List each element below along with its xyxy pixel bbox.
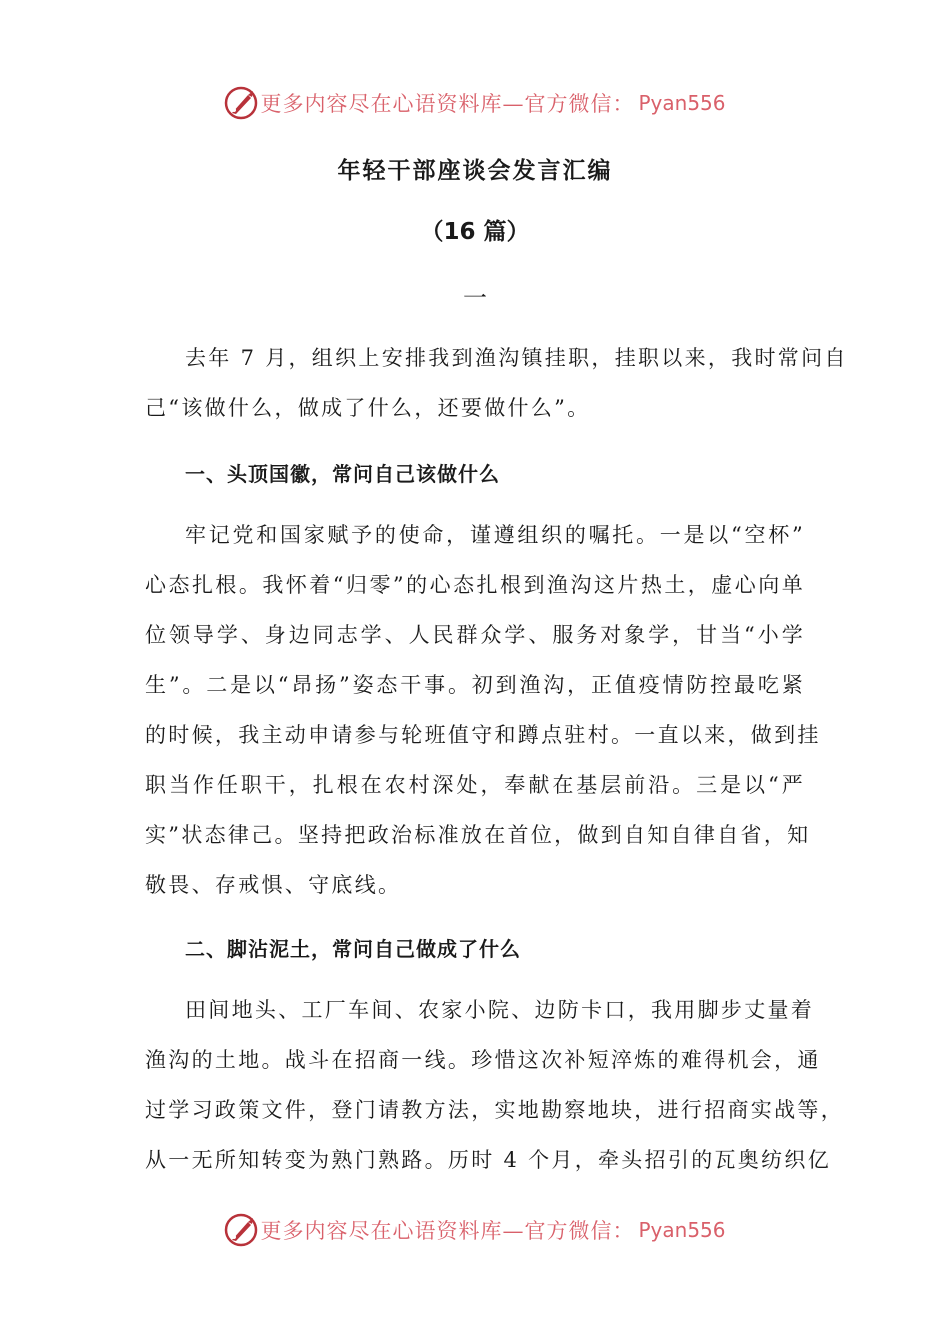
banner-text: 更多内容尽在心语资料库—官方微信：	[260, 92, 635, 116]
paragraph-line: 渔沟的土地。战斗在招商一线。珍惜这次补短淬炼的难得机会，通	[145, 1048, 821, 1072]
wechat-id: Pyan556	[638, 91, 726, 115]
document-title: 年轻干部座谈会发言汇编	[337, 158, 613, 184]
quill-logo-icon	[224, 1213, 258, 1247]
paragraph-line: 位领导学、身边同志学、人民群众学、服务对象学，甘当“小学	[145, 623, 805, 647]
paragraph-line: 从一无所知转变为熟门熟路。历时 4 个月，牵头招引的瓦奥纺织亿	[145, 1148, 832, 1172]
section-heading: 二、脚沾泥土，常问自己做成了什么	[185, 937, 521, 961]
document-subtitle: （16 篇）	[420, 219, 530, 245]
paragraph-line: 生”。二是以“昂扬”姿态干事。初到渔沟，正值疫情防控最吃紧	[145, 673, 805, 697]
footer-banner	[0, 1210, 950, 1250]
section-heading: 一、头顶国徽，常问自己该做什么	[185, 462, 500, 486]
paragraph-line: 心态扎根。我怀着“归零”的心态扎根到渔沟这片热土，虚心向单	[145, 573, 805, 597]
paragraph-line: 牢记党和国家赋予的使命，谨遵组织的嘱托。一是以“空杯”	[185, 523, 805, 547]
intro-line: 己“该做什么，做成了什么，还要做什么”。	[145, 396, 591, 420]
paragraph-line: 实”状态律己。坚持把政治标准放在首位，做到自知自律自省，知	[145, 823, 811, 847]
paragraph-line: 职当作任职干，扎根在农村深处，奉献在基层前沿。三是以“严	[145, 773, 805, 797]
intro-line: 去年 7 月，组织上安排我到渔沟镇挂职，挂职以来，我时常问自	[185, 346, 848, 370]
paragraph-line: 敬畏、存戒惧、守底线。	[145, 873, 402, 897]
quill-logo-icon	[224, 86, 258, 120]
paragraph-line: 过学习政策文件，登门请教方法，实地勘察地块，进行招商实战等，	[145, 1098, 844, 1122]
paragraph-line: 的时候，我主动申请参与轮班值守和蹲点驻村。一直以来，做到挂	[145, 723, 821, 747]
wechat-id: Pyan556	[638, 1218, 726, 1242]
banner-text: 更多内容尽在心语资料库—官方微信：	[260, 1219, 635, 1243]
paragraph-line: 田间地头、工厂车间、农家小院、边防卡口，我用脚步丈量着	[185, 998, 815, 1022]
part-marker: 一	[463, 284, 487, 312]
header-banner	[0, 83, 950, 123]
